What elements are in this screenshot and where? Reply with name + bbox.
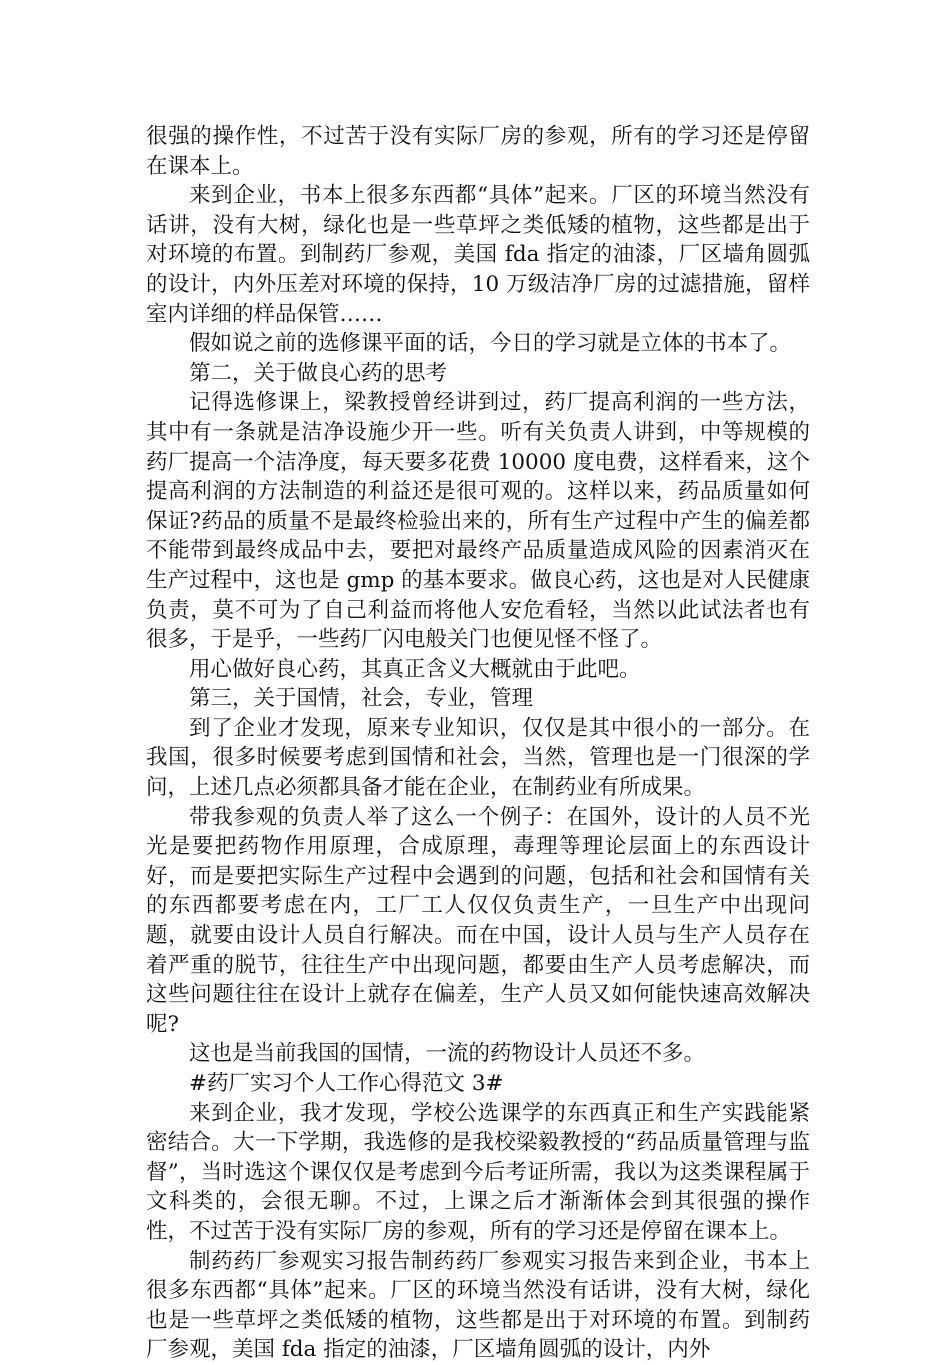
paragraph-2: 来到企业，书本上很多东西都“具体”起来。厂区的环境当然没有话讲，没有大树，绿化也是一些草坪之类低矮的植物，这些都是出于对环境的布置。到制药厂参观，美国 fda 指定的油漆，厂区墙角圆弧的设计，内外压差对环境的保持，10 万级洁净厂房的过滤措施，留样室内详细的样品保管…… xyxy=(146,183,810,327)
article-heading: #药厂实习个人工作心得范文 3# xyxy=(189,1071,504,1096)
paragraph-6: 到了企业才发现，原来专业知识，仅仅是其中很小的一部分。在我国，很多时候要考虑到国情和社会，当然，管理也是一门很深的学问，上述几点必须都具备才能在企业，在制药业有所成果。 xyxy=(146,715,810,801)
paragraph-10: 制药药厂参观实习报告制药药厂参观实习报告来到企业，书本上很多东西都“具体”起来。厂区的环境当然没有话讲，没有大树，绿化也是一些草坪之类低矮的植物，这些都是出于对环境的布置。到制药厂参观，美国 fda 指定的油漆，厂区墙角圆弧的设计，内外 xyxy=(146,1248,810,1363)
paragraph-9: 来到企业，我才发现，学校公选课学的东西真正和生产实践能紧密结合。大一下学期，我选修的是我校梁毅教授的“药品质量管理与监督”，当时选这个课仅仅是考虑到今后考证所需，我以为这类课程属于文科类的，会很无聊。不过，上课之后才渐渐体会到其很强的操作性，不过苦于没有实际厂房的参观，所有的学习还是停留在课本上。 xyxy=(146,1100,810,1244)
paragraph-3: 假如说之前的选修课平面的话，今日的学习就是立体的书本了。 xyxy=(189,331,792,357)
section-heading-2: 第二，关于做良心药的思考 xyxy=(189,360,448,386)
paragraph-4: 记得选修课上，梁教授曾经讲到过，药厂提高利润的一些方法，其中有一条就是洁净设施少开一些。听有关负责人讲到，中等规模的药厂提高一个洁净度，每天要多花费 10000 度电费，这样看来，这个提高利润的方法制造的利益还是很可观的。这样以来，药品质量如何保证?药品的质量不是最终检验出来的，所有生产过程中产生的偏差都不能带到最终成品中去，要把对最终产品质量造成风险的因素消灭在生产过程中，这也是 gmp 的基本要求。做良心药，这也是对人民健康负责，莫不可为了自己利益而将他人安危看轻，当然以此试法者也有很多，于是乎，一些药厂闪电般关门也便见怪不怪了。 xyxy=(146,390,810,653)
paragraph-7: 带我参观的负责人举了这么一个例子：在国外，设计的人员不光光是要把药物作用原理，合成原理，毒理等理论层面上的东西设计好，而是要把实际生产过程中会遇到的问题，包括和社会和国情有关的东西都要考虑在内，工厂工人仅仅负责生产，一旦生产中出现问题，就要由设计人员自行解决。而在中国，设计人员与生产人员存在着严重的脱节，往往生产中出现问题，都要由生产人员考虑解决，而这些问题往往在设计上就存在偏差，生产人员又如何能快速高效解决呢? xyxy=(146,804,810,1037)
paragraph-1: 很强的操作性，不过苦于没有实际厂房的参观，所有的学习还是停留在课本上。 xyxy=(146,124,810,179)
document-page xyxy=(146,122,810,1365)
section-heading-3: 第三，关于国情，社会，专业，管理 xyxy=(189,686,534,712)
paragraph-5: 用心做好良心药，其真正含义大概就由于此吧。 xyxy=(189,656,641,682)
paragraph-8: 这也是当前我国的国情，一流的药物设计人员还不多。 xyxy=(189,1041,706,1067)
